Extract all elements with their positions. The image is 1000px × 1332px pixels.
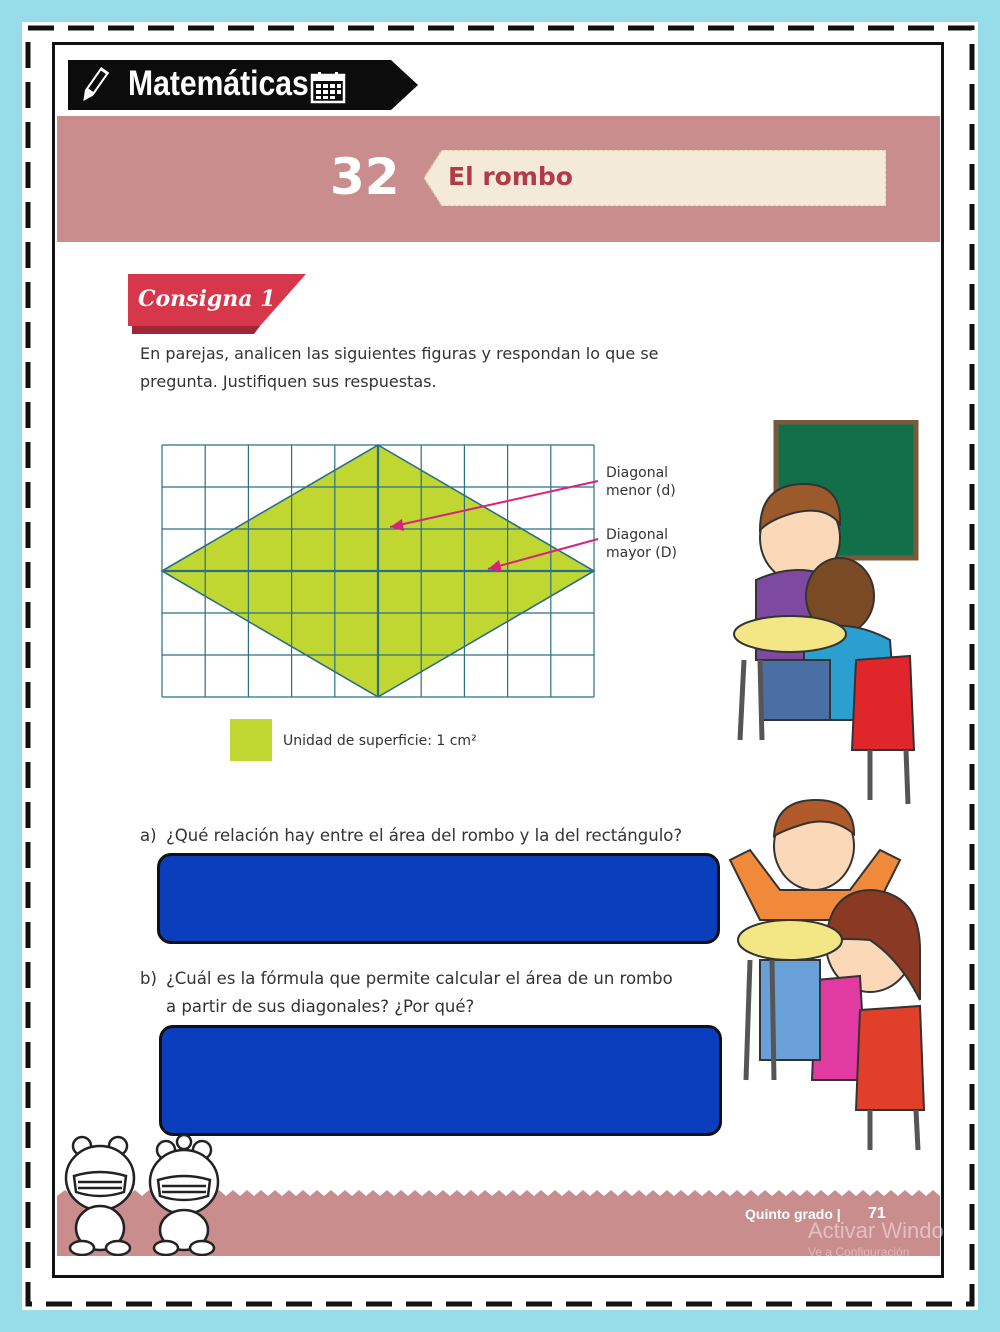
bear-right <box>150 1135 218 1255</box>
instructions: En parejas, analicen las siguientes figuras y respondan lo que se pregunta. Justifiquen sus respuestas. <box>140 344 659 391</box>
answer-box-b[interactable] <box>159 1025 722 1136</box>
label-diagonal-minor: Diagonal menor (d) <box>606 465 676 499</box>
page-number: 71 <box>868 1205 886 1222</box>
windows-watermark-sub: Ve a Configuración <box>808 1245 910 1259</box>
bears-illustration <box>60 1132 230 1256</box>
question-a: a) ¿Qué relación hay entre el área del rombo y la del rectángulo? <box>140 826 683 845</box>
header-zigzag <box>57 228 940 248</box>
footer-grade: Quinto grado | <box>745 1206 841 1222</box>
bear-left <box>66 1137 134 1255</box>
lesson-number: 32 <box>330 148 400 206</box>
students-illustration <box>720 420 930 1160</box>
unit-label: Unidad de superficie: 1 cm² <box>283 733 477 749</box>
unit-square <box>230 719 272 761</box>
subject-title: Matemáticas <box>128 64 309 103</box>
lesson-title: El rombo <box>448 162 573 191</box>
windows-watermark: Activar Windows <box>808 1218 971 1243</box>
question-b: b) ¿Cuál es la fórmula que permite calcular el área de un rombo a partir de sus diagonales? ¿Por qué? <box>140 969 673 1016</box>
answer-box-a[interactable] <box>157 853 720 944</box>
rhombus-grid-figure <box>150 435 610 705</box>
subject-tag <box>68 60 418 110</box>
consigna-label: Consigna 1 <box>138 286 276 312</box>
label-diagonal-major: Diagonal mayor (D) <box>606 527 677 561</box>
